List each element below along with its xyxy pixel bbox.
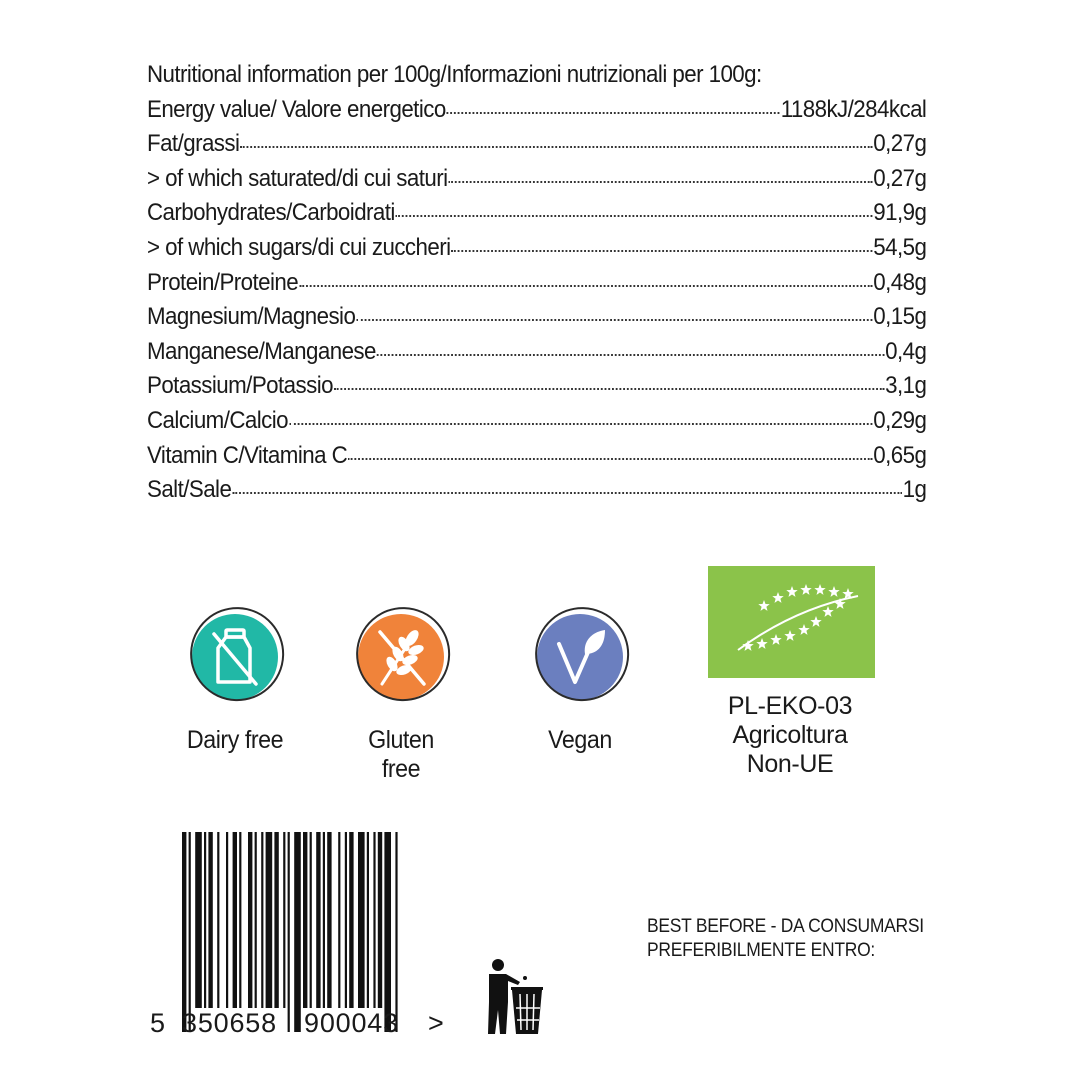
nutrition-row — [147, 473, 926, 508]
nutrition-header: Nutritional information per 100g/Informazioni nutrizionali per 100g: — [147, 61, 762, 88]
barcode-left-digits: 350658 — [182, 1008, 277, 1038]
dairy-free-icon — [192, 614, 278, 700]
dairy-free-badge — [180, 614, 290, 755]
best-before-line-2: PREFERIBILMENTE ENTRO: — [647, 940, 876, 961]
dot-leader — [448, 180, 872, 183]
dot-leader — [299, 284, 872, 287]
barcode — [150, 828, 440, 1038]
nutrient-label: Salt/Sale — [147, 476, 232, 504]
dot-leader — [451, 249, 872, 252]
nutrition-row — [147, 300, 926, 335]
vegan-label: Vegan — [548, 726, 612, 754]
nutrition-row — [147, 162, 926, 197]
nutrition-row — [147, 231, 926, 266]
nutrient-label: > of which sugars/di cui zuccheri — [147, 233, 451, 261]
nutrient-value: 54,5g — [873, 233, 927, 261]
barcode-first-digit: 5 — [150, 1008, 166, 1038]
dot-leader — [348, 457, 872, 460]
dot-leader — [447, 111, 780, 114]
nutrition-row — [147, 93, 926, 128]
dot-leader — [232, 491, 901, 494]
nutrient-value: 0,65g — [873, 441, 927, 469]
dot-leader — [289, 422, 872, 425]
barcode-right-digits: 900043 — [304, 1008, 399, 1038]
nutrition-row — [147, 196, 926, 231]
dairy-free-label: Dairy free — [186, 726, 284, 754]
best-before-line-1: BEST BEFORE - DA CONSUMARSI — [647, 916, 924, 937]
vegan-icon — [537, 614, 623, 700]
nutrition-rows — [147, 93, 926, 508]
dot-leader — [356, 318, 872, 321]
nutrition-row — [147, 266, 926, 301]
eu-organic-origin-2: Non-UE — [746, 750, 834, 778]
nutrient-value: 0,29g — [873, 406, 927, 434]
nutrient-label: Magnesium/Magnesio — [147, 303, 356, 331]
nutrition-row — [147, 439, 926, 474]
nutrition-row — [147, 335, 926, 370]
nutrition-row — [147, 127, 926, 162]
gluten-free-icon — [358, 614, 444, 700]
nutrient-value: 0,15g — [873, 303, 927, 331]
best-before-text — [647, 915, 924, 963]
nutrient-value: 0,27g — [873, 130, 927, 158]
dot-leader — [240, 145, 872, 148]
nutrient-value: 0,27g — [873, 164, 927, 192]
vegan-badge — [525, 614, 635, 755]
nutrient-value: 1188kJ/284kcal — [780, 95, 927, 123]
nutrient-label: Protein/Proteine — [147, 268, 299, 296]
gluten-free-badge — [346, 614, 456, 784]
dot-leader — [334, 387, 884, 390]
nutrient-value: 91,9g — [873, 199, 927, 227]
nutrient-value: 1g — [902, 476, 927, 504]
nutrient-label: Energy value/ Valore energetico — [147, 95, 446, 123]
dot-leader — [377, 353, 884, 356]
eu-organic-text — [690, 692, 890, 779]
nutrient-value: 3,1g — [885, 372, 927, 400]
nutrient-value: 0,4g — [885, 337, 927, 365]
nutrient-label: Manganese/Manganese — [147, 337, 376, 365]
nutrition-row — [147, 369, 926, 404]
nutrient-label: Vitamin C/Vitamina C — [147, 441, 348, 469]
dot-leader — [396, 214, 873, 217]
nutrition-row — [147, 404, 926, 439]
eu-organic-code: PL-EKO-03 — [727, 692, 853, 720]
eu-organic-origin: Agricoltura — [732, 721, 848, 749]
nutrient-label: Carbohydrates/Carboidrati — [147, 199, 395, 227]
nutrient-label: Calcium/Calcio — [147, 406, 289, 434]
tidy-man-trash-icon — [484, 958, 546, 1036]
nutrient-value: 0,48g — [873, 268, 927, 296]
nutrition-table — [147, 58, 926, 508]
gluten-free-label: Gluten free — [368, 726, 434, 783]
nutrient-label: Potassium/Potassio — [147, 372, 333, 400]
eu-organic-leaf-icon — [708, 566, 875, 678]
barcode-end-mark: > — [428, 1008, 445, 1038]
nutrient-label: Fat/grassi — [147, 130, 240, 158]
nutrient-label: > of which saturated/di cui saturi — [147, 164, 448, 192]
